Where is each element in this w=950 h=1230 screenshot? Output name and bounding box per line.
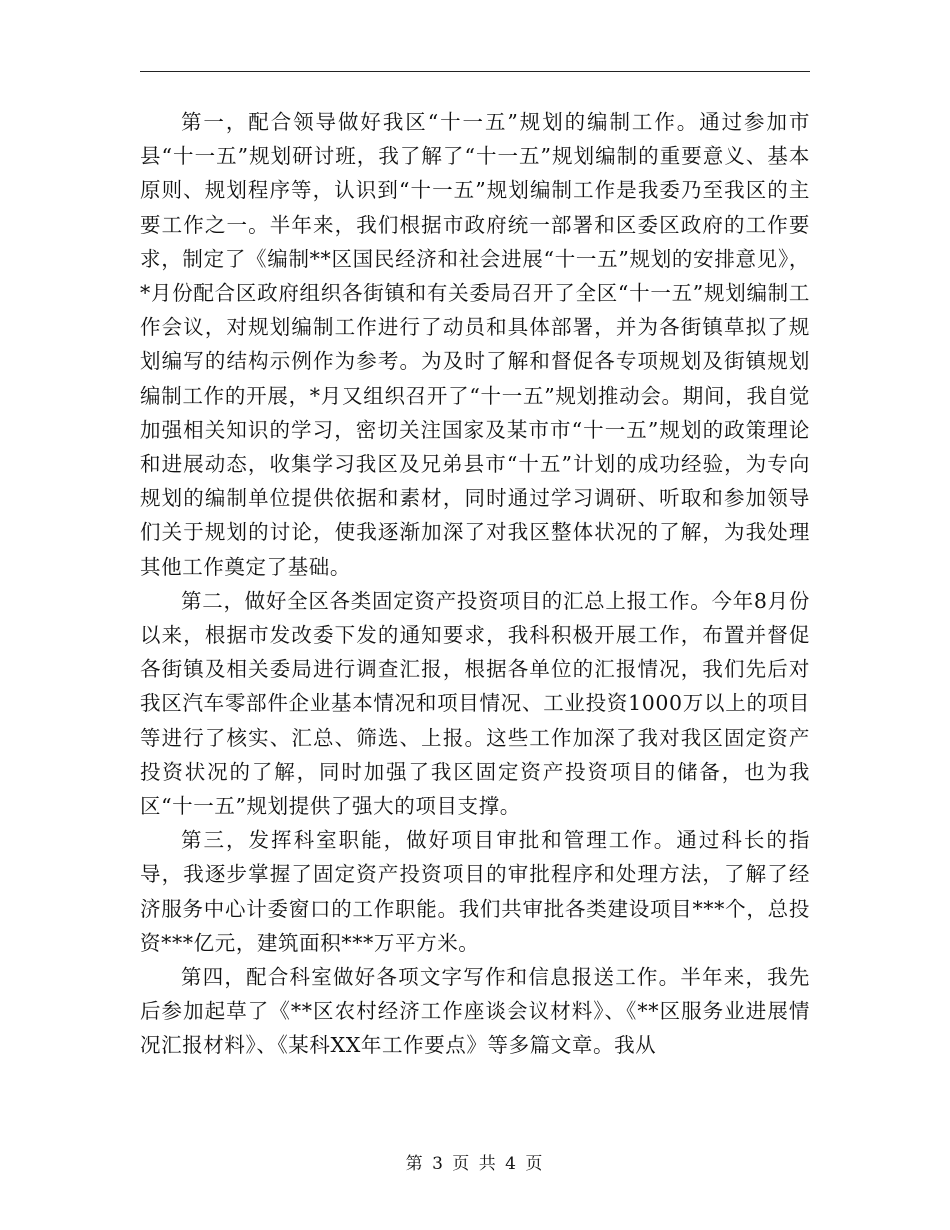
paragraph-2: 第二，做好全区各类固定资产投资项目的汇总上报工作。今年8月份以来，根据市发改委下发的通知要求，我科积极开展工作，布置并督促各街镇及相关委局进行调查汇报，根据各单位的汇报情况，我们先后对我区汽车零部件企业基本情况和项目情况、工业投资1000万以上的项目等进行了核实、汇总、筛选、上报。这些工作加深了我对我区固定资产投资状况的了解，同时加强了我区固定资产投资项目的储备，也为我区“十一五”规划提供了强大的项目支撑。 (140, 588, 810, 819)
paragraph-4: 第四，配合科室做好各项文字写作和信息报送工作。半年来，我先后参加起草了《**区农村经济工作座谈会议材料》、《**区服务业进展情况汇报材料》、《某科XX年工作要点》等多篇文章。我从 (140, 965, 810, 1058)
header-rule (140, 71, 810, 72)
paragraph-1: 第一，配合领导做好我区“十一五”规划的编制工作。通过参加市县“十一五”规划研讨班，我了解了“十一五”规划编制的重要意义、基本原则、规划程序等，认识到“十一五”规划编制工作是我委乃至我区的主要工作之一。半年来，我们根据市政府统一部署和区委区政府的工作要求，制定了《编制**区国民经济和社会进展“十一五”规划的安排意见》，*月份配合区政府组织各街镇和有关委局召开了全区“十一五”规划编制工作会议，对规划编制工作进行了动员和具体部署，并为各街镇草拟了规划编写的结构示例作为参考。为及时了解和督促各专项规划及街镇规划编制工作的开展，*月又组织召开了“十一五”规划推动会。期间，我自觉加强相关知识的学习，密切关注国家及某市市“十一五”规划的政策理论和进展动态，收集学习我区及兄弟县市“十五”计划的成功经验，为专向规划的编制单位提供依据和素材，同时通过学习调研、听取和参加领导们关于规划的讨论，使我逐渐加深了对我区整体状况的了解，为我处理其他工作奠定了基础。 (140, 110, 810, 579)
paragraph-3: 第三，发挥科室职能，做好项目审批和管理工作。通过科长的指导，我逐步掌握了固定资产投资项目的审批程序和处理方法，了解了经济服务中心计委窗口的工作职能。我们共审批各类建设项目***个，总投资***亿元，建筑面积***万平方米。 (140, 828, 810, 955)
page-number-footer: 第 3 页 共 4 页 (405, 1154, 545, 1174)
document-body (140, 105, 810, 1063)
